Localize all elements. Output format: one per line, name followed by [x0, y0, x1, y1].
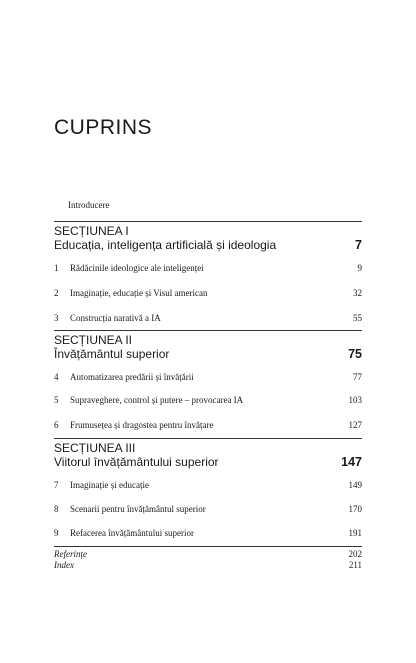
toc-entry-1: 1 Rădăcinile ideologice ale inteligenței 9	[54, 263, 362, 273]
end-entry-index: Index 211	[54, 560, 362, 570]
section-2-heading	[54, 333, 362, 361]
section-1-name: Educația, inteligența artificială și ideologia	[54, 238, 277, 252]
toc-entry-6: 6 Frumusețea și dragostea pentru învățare 127	[54, 420, 362, 430]
section-3-heading	[54, 441, 362, 469]
toc-entry-5: 5 Supraveghere, control și putere – provocarea IA 103	[54, 395, 362, 405]
section-1-rule	[54, 221, 362, 222]
section-3-label: SECȚIUNEA III	[54, 441, 136, 455]
section-3-page: 147	[341, 455, 362, 469]
toc-entry-9: 9 Refacerea învățământului superior 191	[54, 528, 362, 538]
intro-entry: Introducere	[68, 200, 110, 210]
section-1-heading	[54, 224, 362, 252]
toc-entry-3: 3 Construcția narativă a IA 55	[54, 313, 362, 323]
section-3-rule	[54, 438, 362, 439]
section-1-page: 7	[355, 238, 362, 252]
toc-entry-7: 7 Imaginație și educație 149	[54, 480, 362, 490]
section-3-name: Viitorul învățământului superior	[54, 455, 219, 469]
section-2-name: Învățământul superior	[54, 347, 170, 361]
toc-entry-2: 2 Imaginație, educație și Visul american 32	[54, 288, 362, 298]
section-2-page: 75	[348, 347, 362, 361]
section-2-label: SECȚIUNEA II	[54, 333, 133, 347]
page-title: CUPRINS	[54, 116, 153, 139]
end-entry-references: Referințe 202	[54, 549, 362, 559]
toc-entry-4: 4 Automatizarea predării și învățării 77	[54, 372, 362, 382]
section-1-label: SECȚIUNEA I	[54, 224, 129, 238]
section-2-rule	[54, 330, 362, 331]
toc-entry-8: 8 Scenarii pentru învățământul superior 170	[54, 504, 362, 514]
end-rule	[54, 546, 362, 547]
